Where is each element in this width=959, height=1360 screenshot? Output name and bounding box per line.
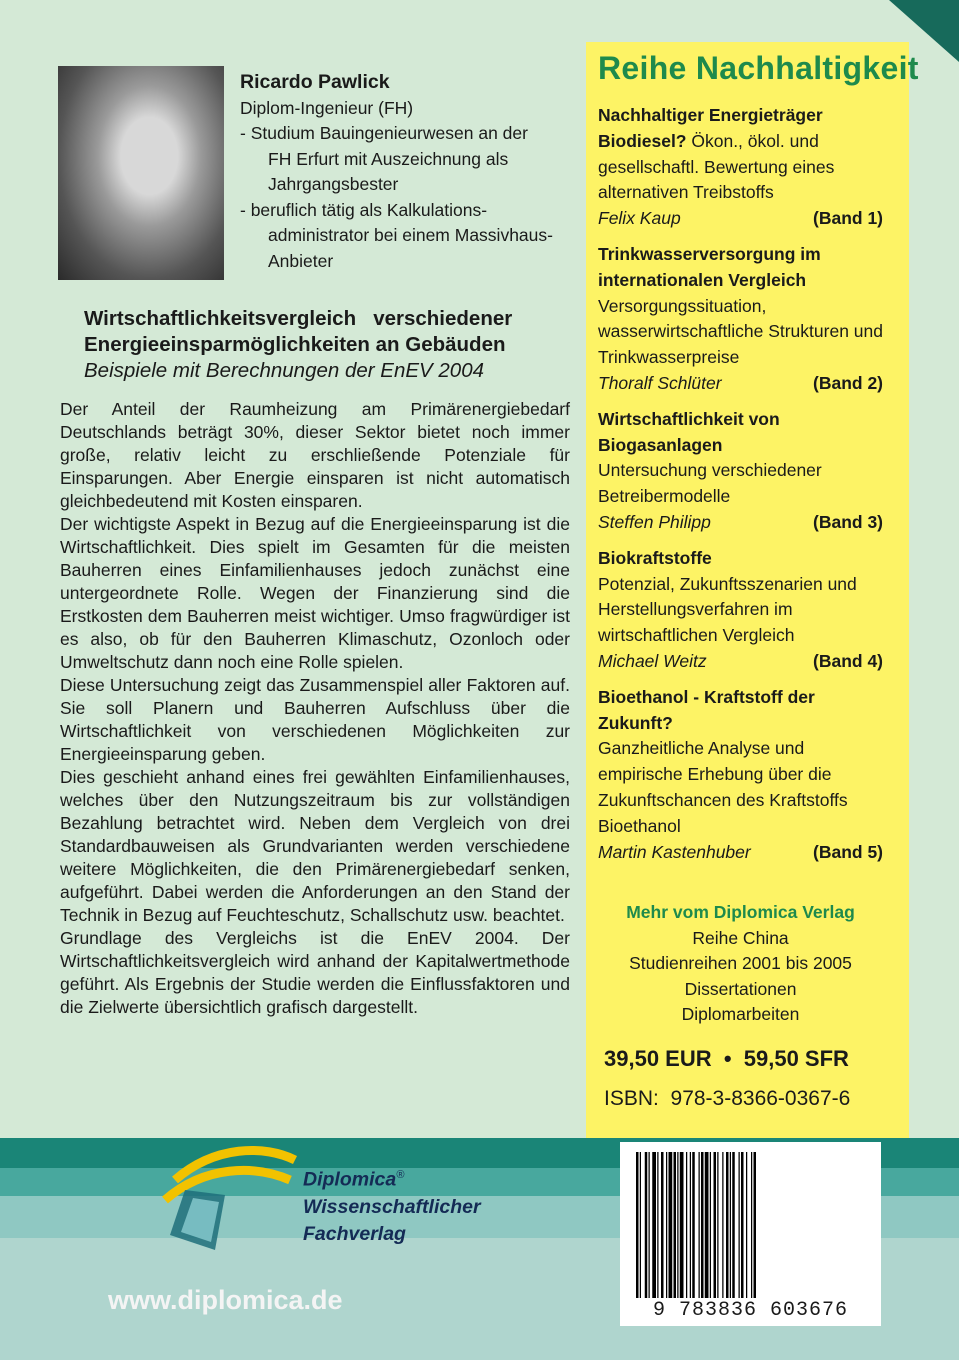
barcode (620, 1142, 881, 1326)
barcode-bar (746, 1152, 747, 1298)
publisher-name (303, 1162, 481, 1248)
price: 39,50 EUR • 59,50 SFR (604, 1046, 849, 1071)
series-book-desc: Ökon., ökol. und gesellschaftl. Bewertung eines alternativen Treibstoffs (598, 130, 835, 203)
series-book-band: (Band 1) (813, 208, 883, 229)
blurb-paragraph: Der wichtigste Aspekt in Bezug auf die Energieeinsparung ist die Wirtschaftlichkeit. Dies spielt im Gesamten für die meisten Bauherren eines Einfamilienhauses jedoch zunächst eine untergeordnete Rolle. Wegen der Finanzierung sind die Erstkosten dem Bauherren meist wichtiger. Umso fragwürdiger ist es also, ob für den Bauherren Klimaschutz, Ozonloch oder Umweltschutz dann noch eine Rolle spielen. (60, 514, 570, 672)
author-photo (58, 66, 224, 280)
registered-mark: ® (396, 1169, 405, 1181)
barcode-bars (636, 1152, 865, 1298)
book-title-line: Wirtschaftlichkeitsvergleich verschiedener (84, 307, 513, 330)
publisher-line-2: Wissenschaftlicher (303, 1195, 481, 1218)
series-book-desc: Untersuchung verschiedener Betreibermodelle (598, 460, 822, 507)
series-book (598, 103, 883, 232)
barcode-bar (751, 1152, 752, 1298)
series-book-author: Martin Kastenhuber (598, 841, 751, 862)
barcode-bar (717, 1152, 718, 1298)
barcode-bar (726, 1152, 729, 1298)
barcode-bar (732, 1152, 735, 1298)
series-book (598, 685, 883, 866)
blurb-paragraph: Diese Untersuchung zeigt das Zusammenspiel aller Faktoren auf. Sie soll Planern und Bauherren Aufschluss über die Wirtschaftlichkeit von verschiedenen Möglichkeiten zur Energieeinsparung geben. (60, 675, 570, 764)
author-bullet-line: - beruflich tätig als Kalkulations- (240, 199, 488, 220)
book-title-line: Energieeinsparmöglichkeiten an Gebäuden (84, 333, 506, 356)
author-bullet-line: Anbieter (268, 250, 334, 271)
book-title-block (84, 306, 554, 384)
barcode-bar (710, 1152, 711, 1298)
barcode-bar (686, 1152, 687, 1298)
series-book-title: Nachhaltiger Energieträger Biodiesel? (598, 105, 823, 151)
author-bullet-line: administrator bei einem Massivhaus- (268, 225, 553, 245)
publisher-line-3: Fachverlag (303, 1222, 406, 1245)
barcode-bar (714, 1152, 717, 1298)
barcode-number: 9 783836 603676 (652, 1299, 849, 1322)
barcode-bar (690, 1152, 691, 1298)
more-item: Dissertationen (684, 978, 797, 999)
series-book-band: (Band 3) (813, 511, 883, 532)
barcode-bar (739, 1152, 740, 1298)
series-book-desc: Potenzial, Zukunftsszenarien und Herstellungsverfahren im wirtschaftlichen Vergleich (598, 573, 857, 646)
series-book-author: Michael Weitz (598, 650, 707, 671)
barcode-bar (754, 1152, 757, 1298)
barcode-bar (640, 1152, 641, 1298)
barcode-bar (674, 1152, 677, 1298)
barcode-bar (652, 1152, 656, 1298)
series-book (598, 242, 883, 397)
barcode-bar (677, 1152, 678, 1298)
barcode-bar (649, 1152, 650, 1298)
series-book-title: Bioethanol - Kraftstoff der Zukunft? (598, 686, 815, 733)
blurb-paragraph: Grundlage des Vergleichs ist die EnEV 2004. Der Wirtschaftlichkeitsvergleich wird anhand der Kapitalwertmethode geführt. Als Ergebnis der Studie werden die Einflussfaktoren und die Zielwerte übersichtlich grafisch dargestellt. (60, 928, 570, 1017)
more-heading: Mehr vom Diplomica Verlag (626, 902, 855, 922)
barcode-bar (666, 1152, 667, 1298)
barcode-bar (636, 1152, 639, 1298)
series-book-band: (Band 4) (813, 650, 883, 671)
author-name: Ricardo Pawlick (240, 71, 390, 93)
series-book-desc: Versorgungssituation, wasserwirtschaftliche Strukturen und Trinkwasserpreise (598, 295, 883, 368)
barcode-bar (692, 1152, 695, 1298)
isbn: ISBN: 978-3-8366-0367-6 (604, 1087, 851, 1110)
author-bullet-2 (240, 198, 580, 275)
blurb-paragraph: Dies geschieht anhand eines frei gewählten Einfamilienhauses, welches über den Nutzungszeitraum bis zur vollständigen Bezahlung betrachtet wird. Neben dem Vergleich von drei Standardbauweisen als Grundvarianten werden verschiedene weitere Möglichkeiten, die den Primärenergiebedarf senken, aufgeführt. Dabei werden die Anforderungen an den Stand der Technik in Bezug auf Feuchteschutz, Schallschutz usw. beachtet. (60, 767, 570, 925)
series-book-author: Steffen Philipp (598, 511, 711, 532)
publisher-logo-icon (155, 1140, 305, 1260)
series-book (598, 407, 883, 536)
barcode-bar (730, 1152, 731, 1298)
author-bullet-line: FH Erfurt mit Auszeichnung als (268, 148, 509, 169)
author-bio (240, 70, 580, 274)
barcode-bar (741, 1152, 744, 1298)
series-title: Reihe Nachhaltigkeit (598, 50, 919, 86)
series-book-title: Trinkwasserversorgung im internationalen Vergleich (598, 243, 821, 290)
series-book-band: (Band 5) (813, 841, 883, 862)
barcode-bar (661, 1152, 664, 1298)
barcode-bar (699, 1152, 700, 1298)
more-item: Studienreihen 2001 bis 2005 (629, 953, 852, 973)
publisher-brand: Diplomica (303, 1168, 397, 1191)
author-bullet-line: - Studium Bauingenieurwesen an der (240, 123, 528, 143)
barcode-bar (701, 1152, 704, 1298)
barcode-bar (645, 1152, 648, 1298)
author-degree: Diplom-Ingenieur (FH) (240, 97, 414, 118)
barcode-bar (680, 1152, 684, 1298)
blurb (60, 398, 570, 1019)
blurb-paragraph: Der Anteil der Raumheizung am Primärenergiebedarf Deutschlands beträgt 30%, dieser Sektor bietet noch immer große, relativ leicht zu erschließende Potenziale für Einsparungen. Aber Energie einsparen ist nicht automatisch gleichbedeutend mit Kosten einsparen. (60, 399, 570, 511)
series-book-author: Felix Kaup (598, 208, 681, 229)
series-book (598, 546, 883, 675)
more-item: Diplomarbeiten (681, 1004, 800, 1024)
series-book-author: Thoralf Schlüter (598, 372, 722, 393)
author-bullet-1 (240, 121, 580, 198)
publisher-url[interactable]: www.diplomica.de (108, 1285, 343, 1315)
series-book-band: (Band 2) (813, 372, 883, 393)
more-item: Reihe China (692, 927, 789, 948)
barcode-bar (722, 1152, 723, 1298)
author-bullet-line: Jahrgangsbester (268, 174, 399, 194)
series-book-title: Biokraftstoffe (598, 547, 712, 568)
series-book-list (598, 103, 883, 875)
series-book-desc: Ganzheitliche Analyse und empirische Erhebung über die Zukunftschancen des Kraftstoffs Bioethanol (598, 738, 848, 836)
series-book-title: Wirtschaftlichkeit von Biogasanlagen (598, 408, 780, 455)
barcode-bar (657, 1152, 658, 1298)
book-subtitle: Beispiele mit Berechnungen der EnEV 2004 (84, 359, 485, 382)
barcode-bar (669, 1152, 673, 1298)
more-from-publisher (598, 900, 883, 1028)
barcode-bar (705, 1152, 709, 1298)
